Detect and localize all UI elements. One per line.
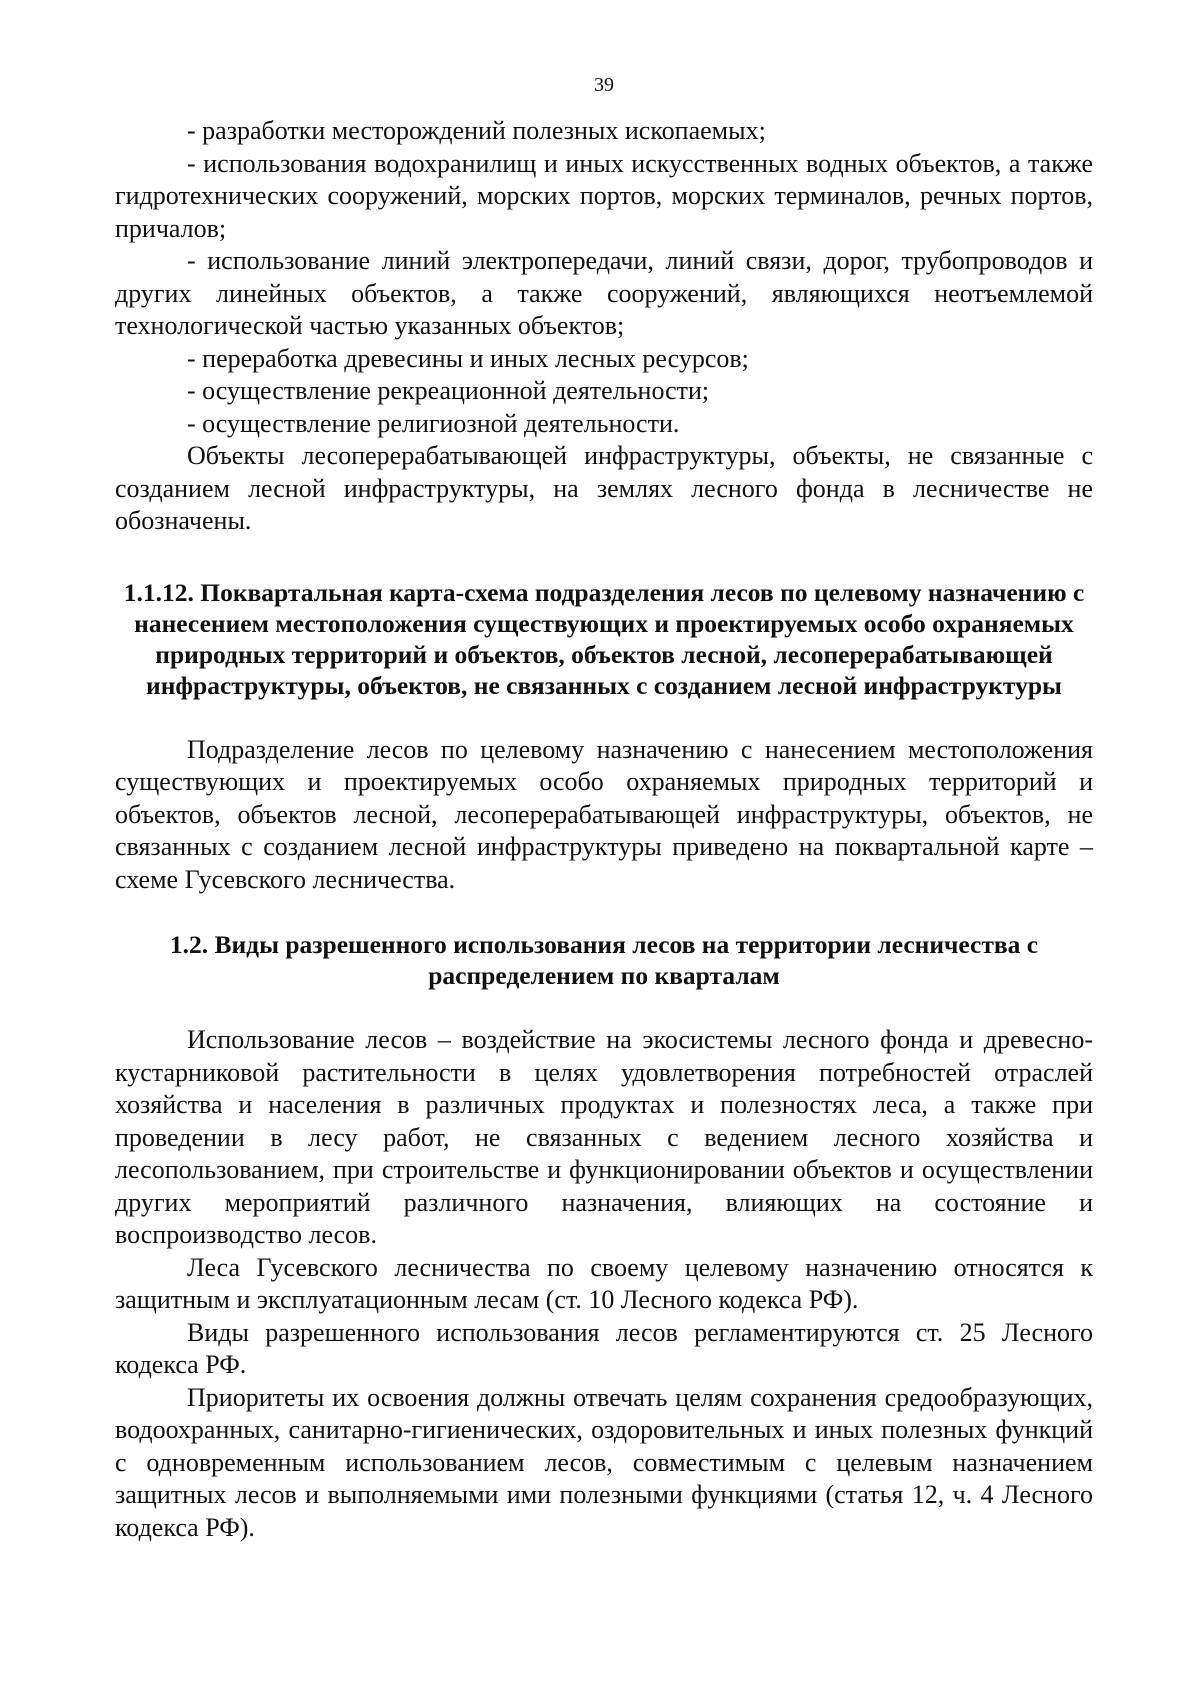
- section-heading-1-1-12: 1.1.12. Поквартальная карта-схема подразделения лесов по целевому назначению с нанесением местоположения существующих и проектируемых особо охраняемых природных территорий и объектов, объектов лесной, лесоперерабатывающей инфраструктуры, объектов, не связанных с созданием лесной инфраструктуры: [123, 577, 1085, 700]
- list-item: - осуществление рекреационной деятельности;: [187, 376, 710, 405]
- list-item: - разработки месторождений полезных ископаемых;: [187, 116, 766, 145]
- list-item: - использования водохранилищ и иных искусственных водных объектов, а также гидротехнических сооружений, морских портов, морских терминалов, речных портов, причалов;: [115, 148, 1093, 243]
- page-content: [115, 115, 1093, 1544]
- section-heading-1-2: 1.2. Виды разрешенного использования лесов на территории лесничества с распределением по кварталам: [169, 930, 1039, 990]
- paragraph-objects: Объекты лесоперерабатывающей инфраструктуры, объекты, не связанные с созданием лесной инфраструктуры, на землях лесного фонда в лесничестве не обозначены.: [115, 441, 1093, 535]
- paragraph-usage: Использование лесов – воздействие на экосистемы лесного фонда и древесно-кустарниковой растительности в целях удовлетворения потребностей отраслей хозяйства и населения в различных продуктах и полезностях леса, а также при проведении в лесу работ, не связанных с ведением лесного хозяйства и лесопользованием, при строительстве и функционировании объектов и осуществлении других мероприятий различного назначения, влияющих на состояние и воспроизводство лесов.: [115, 1025, 1093, 1249]
- list-item: - переработка древесины и иных лесных ресурсов;: [187, 343, 749, 373]
- paragraph-forests: Леса Гусевского лесничества по своему целевому назначению относятся к защитным и эксплуатационным лесам (ст. 10 Лесного кодекса РФ).: [115, 1252, 1093, 1314]
- list-item: - использование линий электропередачи, линий связи, дорог, трубопроводов и других линейных объектов, а также сооружений, являющихся неотъемлемой технологической частью указанных объектов;: [115, 246, 1093, 340]
- paragraph-subdivision: Подразделение лесов по целевому назначению с нанесением местоположения существующих и проектируемых особо охраняемых природных территорий и объектов, объектов лесной, лесоперерабатывающей инфраструктуры, объектов, не связанных с созданием лесной инфраструктуры приведено на поквартальной карте – схеме Гусевского лесничества.: [115, 734, 1093, 894]
- list-item: - осуществление религиозной деятельности.: [187, 408, 680, 438]
- paragraph-types: Виды разрешенного использования лесов регламентируются ст. 25 Лесного кодекса РФ.: [115, 1317, 1093, 1379]
- page-number: 39: [594, 74, 614, 96]
- paragraph-priorities: Приоритеты их освоения должны отвечать целям сохранения средообразующих, водоохранных, санитарно-гигиенических, оздоровительных и иных полезных функций с одновременным использованием лесов, совместимым с целевым назначением защитных лесов и выполняемыми ими полезными функциями (статья 12, ч. 4 Лесного кодекса РФ).: [115, 1382, 1093, 1542]
